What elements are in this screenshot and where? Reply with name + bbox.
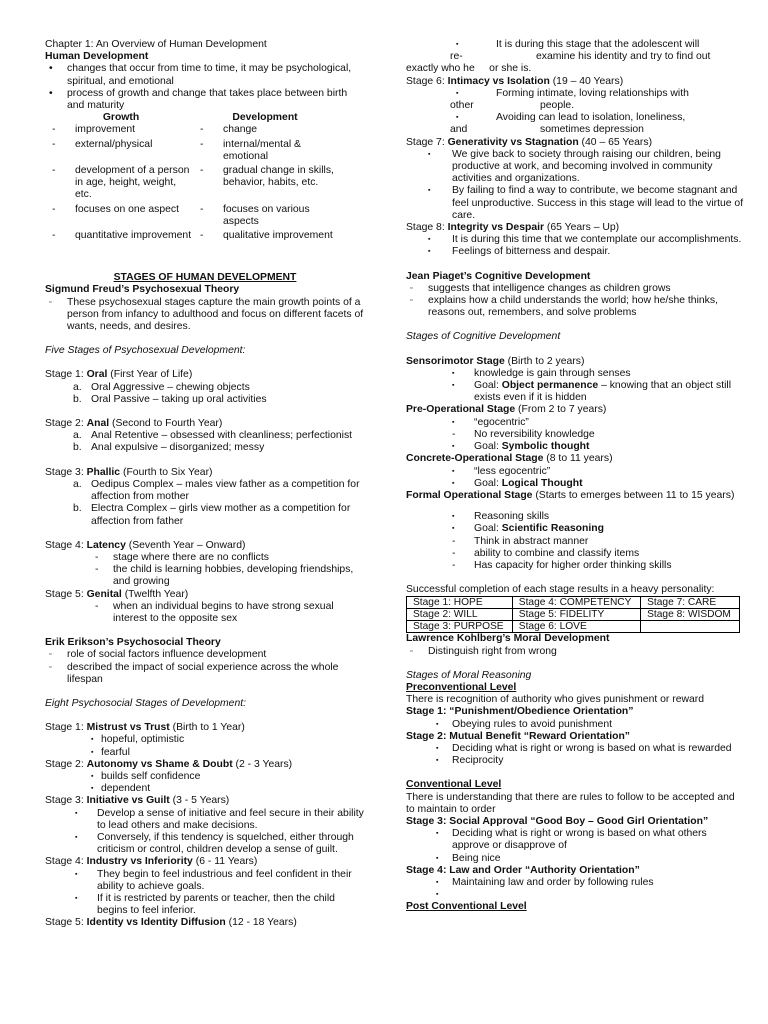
list-item: a. Oedipus Complex – males view father as a competition for affection from mother xyxy=(73,478,360,503)
development-item: - qualitative improvement xyxy=(200,230,333,242)
erikson-stage-5: Stage 5: Identity vs Identity Diffusion (12 - 18 Years) xyxy=(45,917,297,929)
list-item: b. Oral Passive – taking up oral activities xyxy=(73,393,267,405)
list-item: - stage where there are no conflicts xyxy=(95,551,269,563)
list-item-continuation: re- examine his identity and try to find out xyxy=(450,51,711,63)
growth-item: - external/physical xyxy=(52,138,153,150)
growth-development-grid xyxy=(47,112,365,244)
conventional-title: Conventional Level xyxy=(406,779,502,791)
list-item-continuation: and sometimes depression xyxy=(450,124,644,136)
table-cell: Stage 6: LOVE xyxy=(512,621,640,633)
formal-operational-heading: Formal Operational Stage (Starts to emerges between 11 to 15 years) xyxy=(406,489,735,501)
list-item: ▪ We give back to society through raising our children, being productive at work, and becoming involved in community activities and organizations. xyxy=(428,148,721,185)
erikson-stage-6: Stage 6: Intimacy vs Isolation (19 – 40 Years) xyxy=(406,75,624,87)
list-item: ▪ dependent xyxy=(91,783,151,795)
stage-5-heading: Stage 5: Genital (Twelfth Year) xyxy=(45,588,189,600)
right-column xyxy=(406,39,744,913)
list-item: ▪ hopeful, optimistic xyxy=(91,734,185,746)
erikson-stage-3: Stage 3: Initiative vs Guilt (3 - 5 Years) xyxy=(45,795,230,807)
preconventional-title: Preconventional Level xyxy=(406,681,517,693)
erikson-stage-2: Stage 2: Autonomy vs Shame & Doubt (2 - 3 Years) xyxy=(45,758,293,770)
list-item: - the child is learning hobbies, developing friendships, and growing xyxy=(95,564,354,588)
list-item: ▪ “egocentric” xyxy=(452,416,529,428)
list-item: ▪ fearful xyxy=(91,746,130,758)
list-item: - ability to combine and classify items xyxy=(452,547,640,559)
list-item: - Has capacity for higher order thinking skills xyxy=(452,559,672,571)
development-item: - gradual change in skills, behavior, habits, etc. xyxy=(200,165,334,189)
list-item: ▪ Obeying rules to avoid punishment xyxy=(436,718,612,730)
success-text: Successful completion of each stage results in a heavy personality: xyxy=(406,584,715,596)
list-item: a. Anal Retentive – obsessed with cleanliness; perfectionist xyxy=(73,430,353,442)
list-item: ▪ Deciding what is right or wrong is based on what others approve or disapprove of xyxy=(436,828,707,852)
moral-stages-heading: Stages of Moral Reasoning xyxy=(406,669,532,681)
list-item: ▫ Distinguish right from wrong xyxy=(410,645,557,657)
piaget-title: Jean Piaget’s Cognitive Development xyxy=(406,270,591,282)
list-item: ▪ “less egocentric” xyxy=(452,465,551,477)
stage-3-heading: Stage 3: Phallic (Fourth to Six Year) xyxy=(45,466,213,478)
stage-1-heading: Stage 1: Oral (First Year of Life) xyxy=(45,369,193,381)
left-column xyxy=(45,39,365,930)
list-item: ▪ knowledge is gain through senses xyxy=(452,367,631,379)
list-item: ▪ xyxy=(436,891,439,899)
table-cell: Stage 8: WISDOM xyxy=(641,609,740,621)
freud-title: Sigmund Freud’s Psychosexual Theory xyxy=(45,284,240,296)
stages-title: STAGES OF HUMAN DEVELOPMENT xyxy=(113,272,297,284)
erikson-stage-1: Stage 1: Mistrust vs Trust (Birth to 1 Year) xyxy=(45,722,245,734)
kohlberg-stage-1: Stage 1: “Punishment/Obedience Orientation” xyxy=(406,706,634,718)
list-item: ▪ Goal: Scientific Reasoning xyxy=(452,523,604,535)
list-item: ▪ If it is restricted by parents or teacher, then the child begins to feel inferior. xyxy=(75,892,335,917)
kohlberg-stage-4: Stage 4: Law and Order “Authority Orientation” xyxy=(406,864,640,876)
growth-header: Growth xyxy=(102,112,140,124)
list-item: ▪ Avoiding can lead to isolation, loneliness, xyxy=(456,112,686,124)
list-item: ▪ Conversely, if this tendency is squelched, either through criticism or control, children develop a sense of guilt. xyxy=(75,831,354,856)
list-item: • changes that occur from time to time, it may be psychological, spiritual, and emotional xyxy=(49,63,352,87)
erikson-title: Erik Erikson’s Psychosocial Theory xyxy=(45,637,221,649)
list-item: - when an individual begins to have strong sexual interest to the opposite sex xyxy=(95,600,334,624)
development-item: - internal/mental & emotional xyxy=(200,138,301,162)
table-cell: Stage 5: FIDELITY xyxy=(512,609,640,621)
five-stages-heading: Five Stages of Psychosexual Development: xyxy=(45,345,246,357)
table-cell: Stage 4: COMPETENCY xyxy=(512,597,640,609)
growth-item: - development of a person in age, height, weight, etc. xyxy=(52,165,190,201)
development-item: - change xyxy=(200,124,258,136)
human-development-heading: Human Development xyxy=(45,51,149,63)
stage-2-heading: Stage 2: Anal (Second to Fourth Year) xyxy=(45,418,223,430)
list-item: ▫ suggests that intelligence changes as children grows xyxy=(410,282,671,294)
growth-item: - quantitative improvement xyxy=(52,230,192,242)
table-row xyxy=(407,609,740,621)
list-item: ▪ By failing to find a way to contribute, we become stagnant and feel unproductive. Success in this stage will lead to the virtue of care. xyxy=(428,185,744,221)
list-item: b. Anal expulsive – disorganized; messy xyxy=(73,442,265,454)
list-item: ▪ Being nice xyxy=(436,852,501,864)
eight-stages-heading: Eight Psychosocial Stages of Development: xyxy=(45,697,246,709)
list-item: ▪ Goal: Symbolic thought xyxy=(452,441,590,453)
list-item: ▫ role of social factors influence development xyxy=(49,649,267,661)
table-cell: Stage 3: PURPOSE xyxy=(407,621,513,633)
list-item: ▪ Reciprocity xyxy=(436,755,504,767)
growth-item: - improvement xyxy=(52,124,136,136)
stage-4-heading: Stage 4: Latency (Seventh Year – Onward) xyxy=(45,539,246,551)
list-item: ▫ These psychosexual stages capture the main growth points of a person from infancy to adulthood and focus on different facets of wants, needs, and desires. xyxy=(49,296,364,333)
concrete-operational-heading: Concrete-Operational Stage (8 to 11 years) xyxy=(406,453,613,465)
kohlberg-title: Lawrence Kohlberg’s Moral Development xyxy=(406,633,610,645)
list-item: - Think in abstract manner xyxy=(452,535,589,547)
kohlberg-stage-2: Stage 2: Mutual Benefit “Reward Orientation” xyxy=(406,730,631,742)
table-row xyxy=(407,621,740,633)
conventional-desc: There is understanding that there are rules to follow to be accepted and to maintain to order xyxy=(406,791,735,815)
kohlberg-stage-3: Stage 3: Social Approval “Good Boy – Good Girl Orientation” xyxy=(406,815,709,827)
preconventional-desc: There is recognition of authority who gives punishment or reward xyxy=(406,694,705,706)
list-item: ▪ Reasoning skills xyxy=(452,511,550,523)
list-item: ▪ Develop a sense of initiative and feel secure in their ability to lead others and make decisions. xyxy=(75,807,364,831)
virtues-table xyxy=(406,596,740,633)
list-item: ▫ explains how a child understands the world; how he/she thinks, reasons out, remembers, and solve problems xyxy=(410,295,718,319)
table-cell: Stage 7: CARE xyxy=(641,597,740,609)
list-item: ▪ Feelings of bitterness and despair. xyxy=(428,246,611,258)
list-item: ▪ Maintaining law and order by following rules xyxy=(436,876,654,888)
list-item-continuation: other people. xyxy=(450,100,575,112)
list-item: ▪ Forming intimate, loving relationships with xyxy=(456,87,689,99)
list-item: b. Electra Complex – girls view mother as a competition for affection from father xyxy=(73,503,351,527)
list-item: ▪ Goal: Object permanence – knowing that an object still exists even if it is hidden xyxy=(452,380,732,404)
post-conventional-title: Post Conventional Level xyxy=(406,901,527,913)
list-item: ▪ Deciding what is right or wrong is based on what is rewarded xyxy=(436,742,732,754)
list-item: ▪ They begin to feel industrious and feel confident in their ability to achieve goals. xyxy=(75,868,352,892)
table-cell xyxy=(641,621,740,633)
table-cell: Stage 2: WILL xyxy=(407,609,513,621)
list-item: ▪ It is during this time that we contemplate our accomplishments. xyxy=(428,234,742,246)
list-item: ▪ builds self confidence xyxy=(91,770,201,782)
growth-item: - focuses on one aspect xyxy=(52,203,179,215)
table-cell: Stage 1: HOPE xyxy=(407,597,513,609)
erikson-stage-7: Stage 7: Generativity vs Stagnation (40 – 65 Years) xyxy=(406,136,653,148)
list-item: - No reversibility knowledge xyxy=(452,428,595,440)
list-item: ▫ described the impact of social experience across the whole lifespan xyxy=(49,661,339,685)
table-row xyxy=(407,597,740,609)
development-header: Development xyxy=(232,112,298,124)
list-item: a. Oral Aggressive – chewing objects xyxy=(73,381,250,393)
sensorimotor-heading: Sensorimotor Stage (Birth to 2 years) xyxy=(406,355,585,367)
preoperational-heading: Pre-Operational Stage (From 2 to 7 years) xyxy=(406,404,607,416)
development-item: - focuses on various aspects xyxy=(200,203,310,227)
erikson-stage-4: Stage 4: Industry vs Inferiority (6 - 11 Years) xyxy=(45,856,258,868)
list-item: • process of growth and change that takes place between birth and maturity xyxy=(49,87,348,112)
cognitive-stages-heading: Stages of Cognitive Development xyxy=(406,331,561,343)
erikson-stage-8: Stage 8: Integrity vs Despair (65 Years – Up) xyxy=(406,222,620,234)
list-item-continuation: exactly who he or she is. xyxy=(406,63,532,75)
list-item: ▪ It is during this stage that the adolescent will xyxy=(456,39,700,50)
list-item: ▪ Goal: Logical Thought xyxy=(452,477,583,489)
chapter-title: Chapter 1: An Overview of Human Development xyxy=(45,39,267,50)
